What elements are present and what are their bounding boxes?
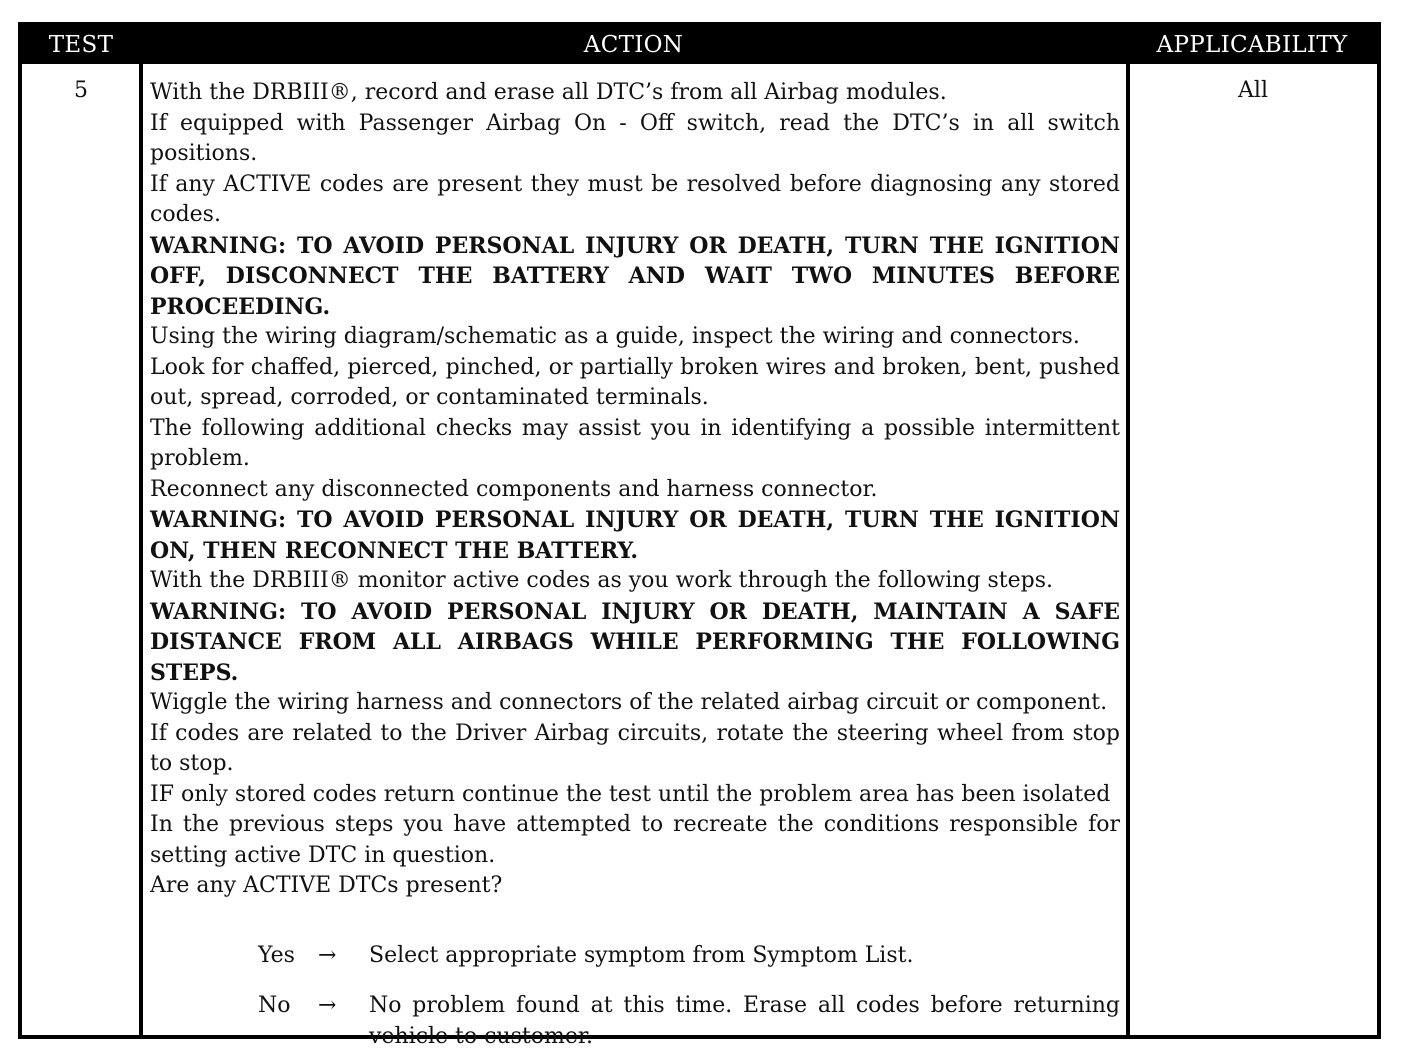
action-line: With the DRBIII® monitor active codes as you work through the following steps. bbox=[150, 568, 1054, 593]
test-number: 5 bbox=[74, 78, 88, 103]
option-answer: Yes bbox=[258, 943, 295, 968]
action-line: With the DRBIII®, record and erase all DTC’s from all Airbag modules. bbox=[150, 80, 947, 105]
warning-line: WARNING: TO AVOID PERSONAL INJURY OR DEATH, TURN THE IGNITION OFF, DISCONNECT THE BATTERY AND WAIT TWO MINUTES BEFORE PROCEEDING. bbox=[150, 232, 1120, 320]
warning-line: WARNING: TO AVOID PERSONAL INJURY OR DEATH, MAINTAIN A SAFE DISTANCE FROM ALL AIRBAGS WHILE PERFORMING THE FOLLOWING STEPS. bbox=[150, 598, 1120, 686]
action-text bbox=[150, 78, 1120, 1049]
header-action: ACTION bbox=[583, 32, 684, 58]
action-line: If any ACTIVE codes are present they must be resolved before diagnosing any stored codes. bbox=[150, 171, 1120, 227]
action-line: The following additional checks may assist you in identifying a possible intermittent problem. bbox=[150, 415, 1120, 471]
diagnostic-test-table bbox=[18, 22, 1381, 1049]
action-line: In the previous steps you have attempted to recreate the conditions responsible for setting active DTC in question. bbox=[150, 812, 1120, 868]
arrow-right-icon: → bbox=[318, 993, 337, 1018]
header-applicability: APPLICABILITY bbox=[1156, 32, 1348, 58]
option-result: No problem found at this time. Erase all codes before returning vehicle to customer. bbox=[369, 993, 1120, 1049]
option-answer: No bbox=[258, 993, 291, 1018]
header-test: TEST bbox=[48, 32, 114, 58]
action-line: Reconnect any disconnected components and harness connector. bbox=[150, 476, 878, 502]
action-line: Using the wiring diagram/schematic as a guide, inspect the wiring and connectors. bbox=[150, 324, 1080, 349]
applicability-value: All bbox=[1238, 78, 1268, 103]
column-divider bbox=[139, 64, 143, 1035]
action-line: If equipped with Passenger Airbag On - Off switch, read the DTC’s in all switch positions. bbox=[150, 110, 1120, 166]
table-header bbox=[22, 26, 1377, 64]
option-result: Select appropriate symptom from Symptom List. bbox=[369, 943, 914, 968]
action-line: Look for chaffed, pierced, pinched, or partially broken wires and broken, bent, pushed out, spread, corroded, or contaminated terminals. bbox=[150, 354, 1120, 410]
action-line: IF only stored codes return continue the test until the problem area has been isolated bbox=[150, 781, 1111, 807]
column-divider bbox=[1126, 64, 1130, 1035]
action-line: Wiggle the wiring harness and connectors of the related airbag circuit or component. bbox=[150, 690, 1108, 715]
action-question: Are any ACTIVE DTCs present? bbox=[150, 873, 503, 898]
arrow-right-icon: → bbox=[318, 943, 337, 968]
warning-line: WARNING: TO AVOID PERSONAL INJURY OR DEATH, TURN THE IGNITION ON, THEN RECONNECT THE BATTERY. bbox=[150, 507, 1120, 564]
action-line: If codes are related to the Driver Airbag circuits, rotate the steering wheel from stop to stop. bbox=[150, 720, 1120, 776]
